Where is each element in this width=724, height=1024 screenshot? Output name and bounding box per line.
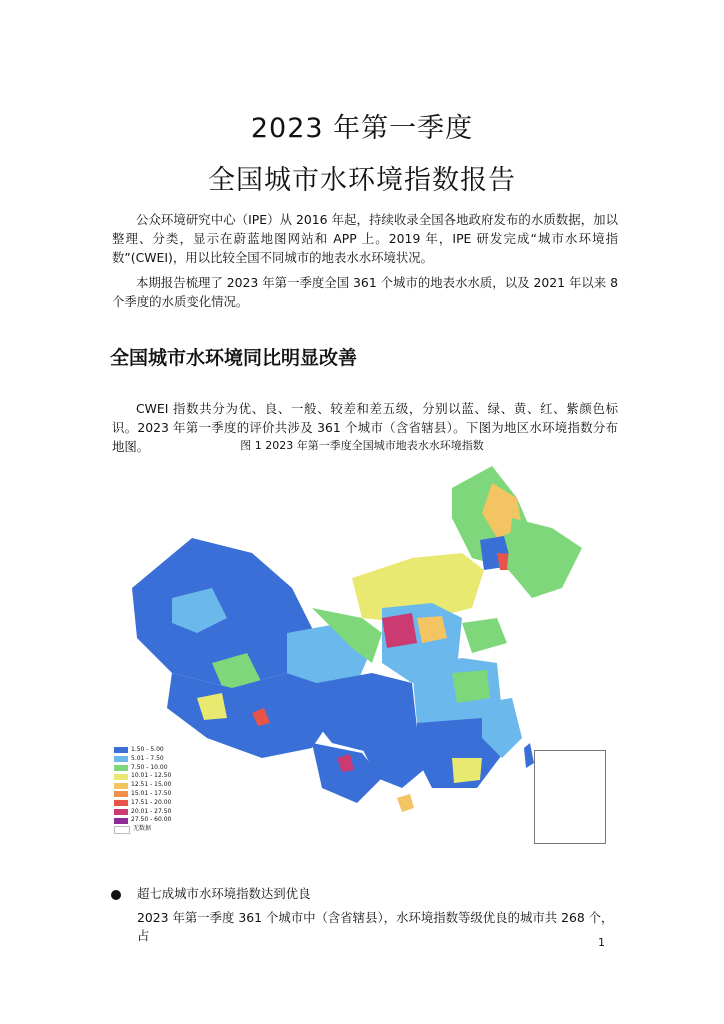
legend-label: 1.50 - 5.00 (131, 746, 164, 753)
legend-label: 7.50 - 10.00 (131, 763, 168, 771)
legend-label: 17.51 - 20.00 (131, 798, 172, 806)
legend-item (114, 781, 171, 790)
legend-swatch (114, 756, 128, 762)
legend-swatch (114, 818, 128, 824)
legend-item (114, 808, 171, 817)
legend-swatch (114, 765, 128, 771)
legend-swatch (114, 800, 128, 806)
legend-label: 12.51 - 15.00 (131, 781, 172, 789)
map-legend (114, 746, 171, 834)
map-region-tibet (167, 673, 332, 758)
legend-label: 5.01 - 7.50 (131, 754, 164, 762)
legend-swatch (114, 783, 128, 789)
legend-item (114, 825, 171, 834)
page-number: 1 (598, 936, 605, 949)
legend-item (114, 799, 171, 808)
legend-item (114, 772, 171, 781)
legend-label: 无数据 (133, 825, 152, 833)
south-china-sea-inset-map (534, 750, 606, 844)
legend-item (114, 764, 171, 773)
legend-label: 10.01 - 12.50 (131, 772, 172, 780)
legend-item (114, 755, 171, 764)
intro-paragraph: 公众环境研究中心（IPE）从 2016 年起，持续收录全国各地政府发布的水质数据，加以整理、分类，显示在蔚蓝地图网站和 APP 上。2019 年，IPE 研发完成“城市水环境指数”(CWEI)，用以比较全国不同城市的地表水水环境状况。 (112, 212, 618, 265)
quality-paragraph: 2023 年第一季度 361 个城市中（含省辖县），水环境指数等级优良的城市共 268 个，占 (137, 910, 614, 943)
report-title-line1: 2023 年第一季度 (250, 113, 474, 144)
map-region-central-green (452, 670, 490, 703)
legend-item (114, 746, 171, 755)
legend-label: 27.50 - 60.00 (131, 816, 172, 824)
legend-swatch (114, 826, 130, 834)
legend-item (114, 790, 171, 799)
legend-swatch (114, 747, 128, 753)
bullet-point (111, 890, 121, 900)
legend-label: 15.01 - 17.50 (131, 789, 172, 797)
figure-caption: 图 1 2023 年第一季度全国城市地表水水环境指数 (240, 439, 484, 452)
map-region-north-china-red (382, 613, 417, 648)
bullet-heading: 超七成城市水环境指数达到优良 (137, 886, 311, 901)
scope-paragraph: 本期报告梳理了 2023 年第一季度全国 361 个城市的地表水水质，以及 2021 年以来 8 个季度的水质变化情况。 (112, 275, 618, 309)
map-region-hainan (397, 794, 414, 812)
cwei-paragraph: CWEI 指数共分为优、良、一般、较差和差五级，分别以蓝、绿、黄、红、紫颜色标识。2023 年第一季度的评价共涉及 361 个城市（含省辖县）。下图为地区水环境指数分布地图。 (112, 401, 618, 454)
legend-swatch (114, 774, 128, 780)
map-region-taiwan (524, 743, 534, 768)
map-region-east-green (507, 518, 582, 598)
report-title-line2: 全国城市水环境指数报告 (208, 165, 516, 196)
legend-label: 20.01 - 27.50 (131, 807, 172, 815)
legend-swatch (114, 809, 128, 815)
legend-swatch (114, 791, 128, 797)
legend-item (114, 816, 171, 825)
map-region-south-yellow (452, 758, 482, 783)
section-heading: 全国城市水环境同比明显改善 (110, 347, 358, 369)
map-region-shandong (462, 618, 507, 653)
